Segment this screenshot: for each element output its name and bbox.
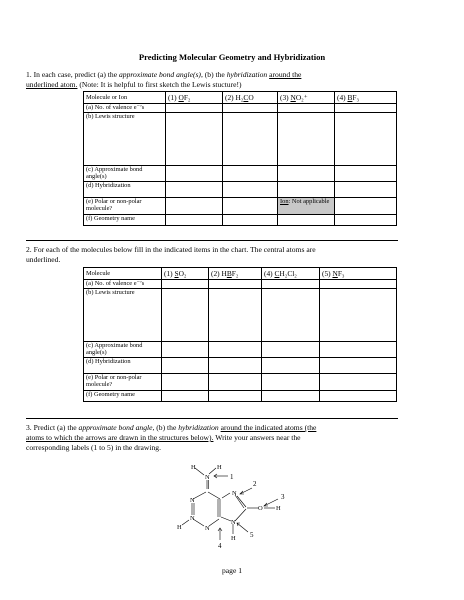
label-1: 1	[230, 473, 234, 481]
answer-cell[interactable]	[320, 342, 397, 358]
q2-table	[83, 267, 397, 402]
atom-h: H	[217, 464, 222, 471]
molecule-atoms	[177, 464, 281, 542]
answer-cell[interactable]	[166, 104, 223, 113]
q2-header-4: (5) NF₃	[320, 268, 397, 280]
answer-cell[interactable]	[335, 198, 397, 215]
q2-header-2: (2) HBF₂	[209, 268, 262, 280]
question-3-text	[26, 423, 396, 453]
q1-header-1: (1) OF₂	[166, 92, 223, 104]
table-row	[84, 342, 397, 358]
row-label: (d) Hybridization	[84, 182, 166, 198]
answer-cell[interactable]	[162, 374, 209, 391]
q3-line1-underlined: around the indicated atoms (the	[220, 423, 317, 432]
answer-cell[interactable]	[223, 166, 278, 182]
q3-line2-underlined: atoms to which the arrows are drawn in the structures below).	[26, 433, 214, 442]
q1-line2-rest: (Note: It is helpful to first sketch the Lewis stucture!)	[77, 80, 242, 89]
answer-cell[interactable]	[223, 113, 278, 166]
q1-line1-mid: , (b) the	[200, 70, 227, 79]
atom-n: N	[190, 515, 195, 522]
table-row	[84, 358, 397, 374]
answer-cell[interactable]	[320, 391, 397, 402]
answer-cell[interactable]	[262, 358, 320, 374]
answer-cell[interactable]	[262, 342, 320, 358]
answer-cell[interactable]	[209, 289, 262, 342]
label-2: 2	[253, 480, 257, 488]
molecule-drawing	[160, 462, 310, 552]
row-label: (d) Hybridization	[84, 358, 162, 374]
q3-em-hybridization: hybridization	[178, 423, 219, 432]
answer-cell[interactable]	[166, 166, 223, 182]
answer-cell[interactable]	[278, 182, 335, 198]
label-4: 4	[218, 542, 222, 550]
table-row	[84, 374, 397, 391]
row-label: (b) Lewis structure	[84, 113, 166, 166]
label-5: 5	[250, 531, 254, 539]
q2-line1: 2. For each of the molecules below fill in the indicated items in the chart. The central atoms are	[26, 245, 316, 254]
row-label: (b) Lewis structure	[84, 289, 162, 342]
answer-cell[interactable]	[278, 215, 335, 226]
atom-n: N	[190, 497, 195, 504]
answer-cell[interactable]	[320, 280, 397, 289]
q1-table	[83, 91, 397, 226]
answer-cell[interactable]	[166, 215, 223, 226]
atom-n: N	[232, 490, 237, 497]
atom-h: H	[177, 524, 182, 531]
table-row	[84, 166, 397, 182]
q3-em-bond-angle: approximate bond angle	[78, 423, 153, 432]
answer-cell[interactable]	[223, 198, 278, 215]
label-3: 3	[281, 493, 285, 501]
q1-em-hybridization: hybridization	[226, 70, 268, 79]
answer-cell[interactable]	[162, 280, 209, 289]
answer-cell[interactable]	[162, 391, 209, 402]
answer-cell[interactable]	[223, 104, 278, 113]
row-label: (f) Geometry name	[84, 391, 162, 402]
q1-line1-pre: 1. In each case, predict (a) the	[26, 70, 119, 79]
row-label: (c) Approximate bond angle(s)	[84, 342, 162, 358]
answer-cell[interactable]	[335, 104, 397, 113]
answer-cell[interactable]	[335, 215, 397, 226]
question-1-text	[26, 70, 396, 90]
answer-cell[interactable]	[223, 182, 278, 198]
q1-header-4: (4) BF₃	[335, 92, 397, 104]
table-row	[84, 391, 397, 402]
answer-cell[interactable]	[278, 104, 335, 113]
answer-cell[interactable]	[335, 166, 397, 182]
answer-cell[interactable]	[162, 342, 209, 358]
table-row	[84, 289, 397, 342]
table-row	[84, 198, 397, 215]
answer-cell[interactable]	[209, 280, 262, 289]
atom-h: H	[191, 464, 196, 471]
q1-header-2: (2) H₂CO	[223, 92, 278, 104]
table-row	[84, 113, 397, 166]
separator-line	[26, 418, 398, 419]
q1-corner-cell: Molecule or Ion	[84, 92, 166, 104]
q2-corner-cell: Molecule	[84, 268, 162, 280]
q1-line2-underlined: underlined atom.	[26, 80, 78, 89]
molecule-labels	[218, 473, 285, 550]
q1-header-row	[84, 92, 397, 104]
atom-n: N	[205, 525, 210, 532]
answer-cell[interactable]	[335, 113, 397, 166]
table-row	[84, 215, 397, 226]
row-label: (e) Polar or non-polar molecule?	[84, 198, 166, 215]
answer-cell[interactable]	[278, 113, 335, 166]
q1-em-bond-angle: approximate bond angle(s)	[118, 70, 201, 79]
q1-line1-underlined: around the	[269, 70, 302, 79]
answer-cell[interactable]	[320, 374, 397, 391]
atom-h: H	[276, 505, 281, 512]
q3-line1-mid: , (b) the	[152, 423, 179, 432]
answer-cell[interactable]	[223, 215, 278, 226]
not-applicable-cell: Ion: Not applicable	[278, 198, 335, 215]
row-label: (c) Approximate bond angle(s)	[84, 166, 166, 182]
answer-cell[interactable]	[166, 182, 223, 198]
page-title: Predicting Molecular Geometry and Hybridization	[138, 52, 326, 62]
molecule-bonds	[182, 468, 275, 534]
q3-line3: corresponding labels (1 to 5) in the drawing.	[26, 443, 161, 452]
answer-cell[interactable]	[262, 391, 320, 402]
row-label: (a) No. of valence e⁻’s	[84, 280, 162, 289]
answer-cell[interactable]	[278, 166, 335, 182]
answer-cell[interactable]	[166, 113, 223, 166]
answer-cell[interactable]	[166, 198, 223, 215]
q3-line1-pre: 3. Predict (a) the	[26, 423, 79, 432]
q2-header-row	[84, 268, 397, 280]
answer-cell[interactable]	[209, 374, 262, 391]
table-row	[84, 280, 397, 289]
atom-n-amine: N	[205, 474, 210, 481]
question-2-text	[26, 245, 396, 265]
answer-cell[interactable]	[209, 358, 262, 374]
atom-n: N	[231, 519, 236, 526]
q2-header-1: (1) SO₂	[162, 268, 209, 280]
answer-cell[interactable]	[262, 289, 320, 342]
answer-cell[interactable]	[320, 289, 397, 342]
q2-header-3: (4) CH₂Cl₂	[262, 268, 320, 280]
page-number: page 1	[221, 566, 243, 575]
answer-cell[interactable]	[262, 280, 320, 289]
row-label: (a) No. of valence e⁻’s	[84, 104, 166, 113]
answer-cell[interactable]	[162, 358, 209, 374]
answer-cell[interactable]	[209, 391, 262, 402]
answer-cell[interactable]	[262, 374, 320, 391]
separator-line	[26, 240, 398, 241]
table-row	[84, 182, 397, 198]
answer-cell[interactable]	[162, 289, 209, 342]
q2-line2: underlined.	[26, 255, 61, 264]
atom-h: H	[231, 535, 236, 542]
answer-cell[interactable]	[320, 358, 397, 374]
answer-cell[interactable]	[335, 182, 397, 198]
q1-header-3: (3) NO₂⁺	[278, 92, 335, 104]
q3-line2-rest: Write your answers near the	[213, 433, 301, 442]
row-label: (e) Polar or non-polar molecule?	[84, 374, 162, 391]
row-label: (f) Geometry name	[84, 215, 166, 226]
atom-o: O	[258, 505, 263, 512]
table-row	[84, 104, 397, 113]
answer-cell[interactable]	[209, 342, 262, 358]
